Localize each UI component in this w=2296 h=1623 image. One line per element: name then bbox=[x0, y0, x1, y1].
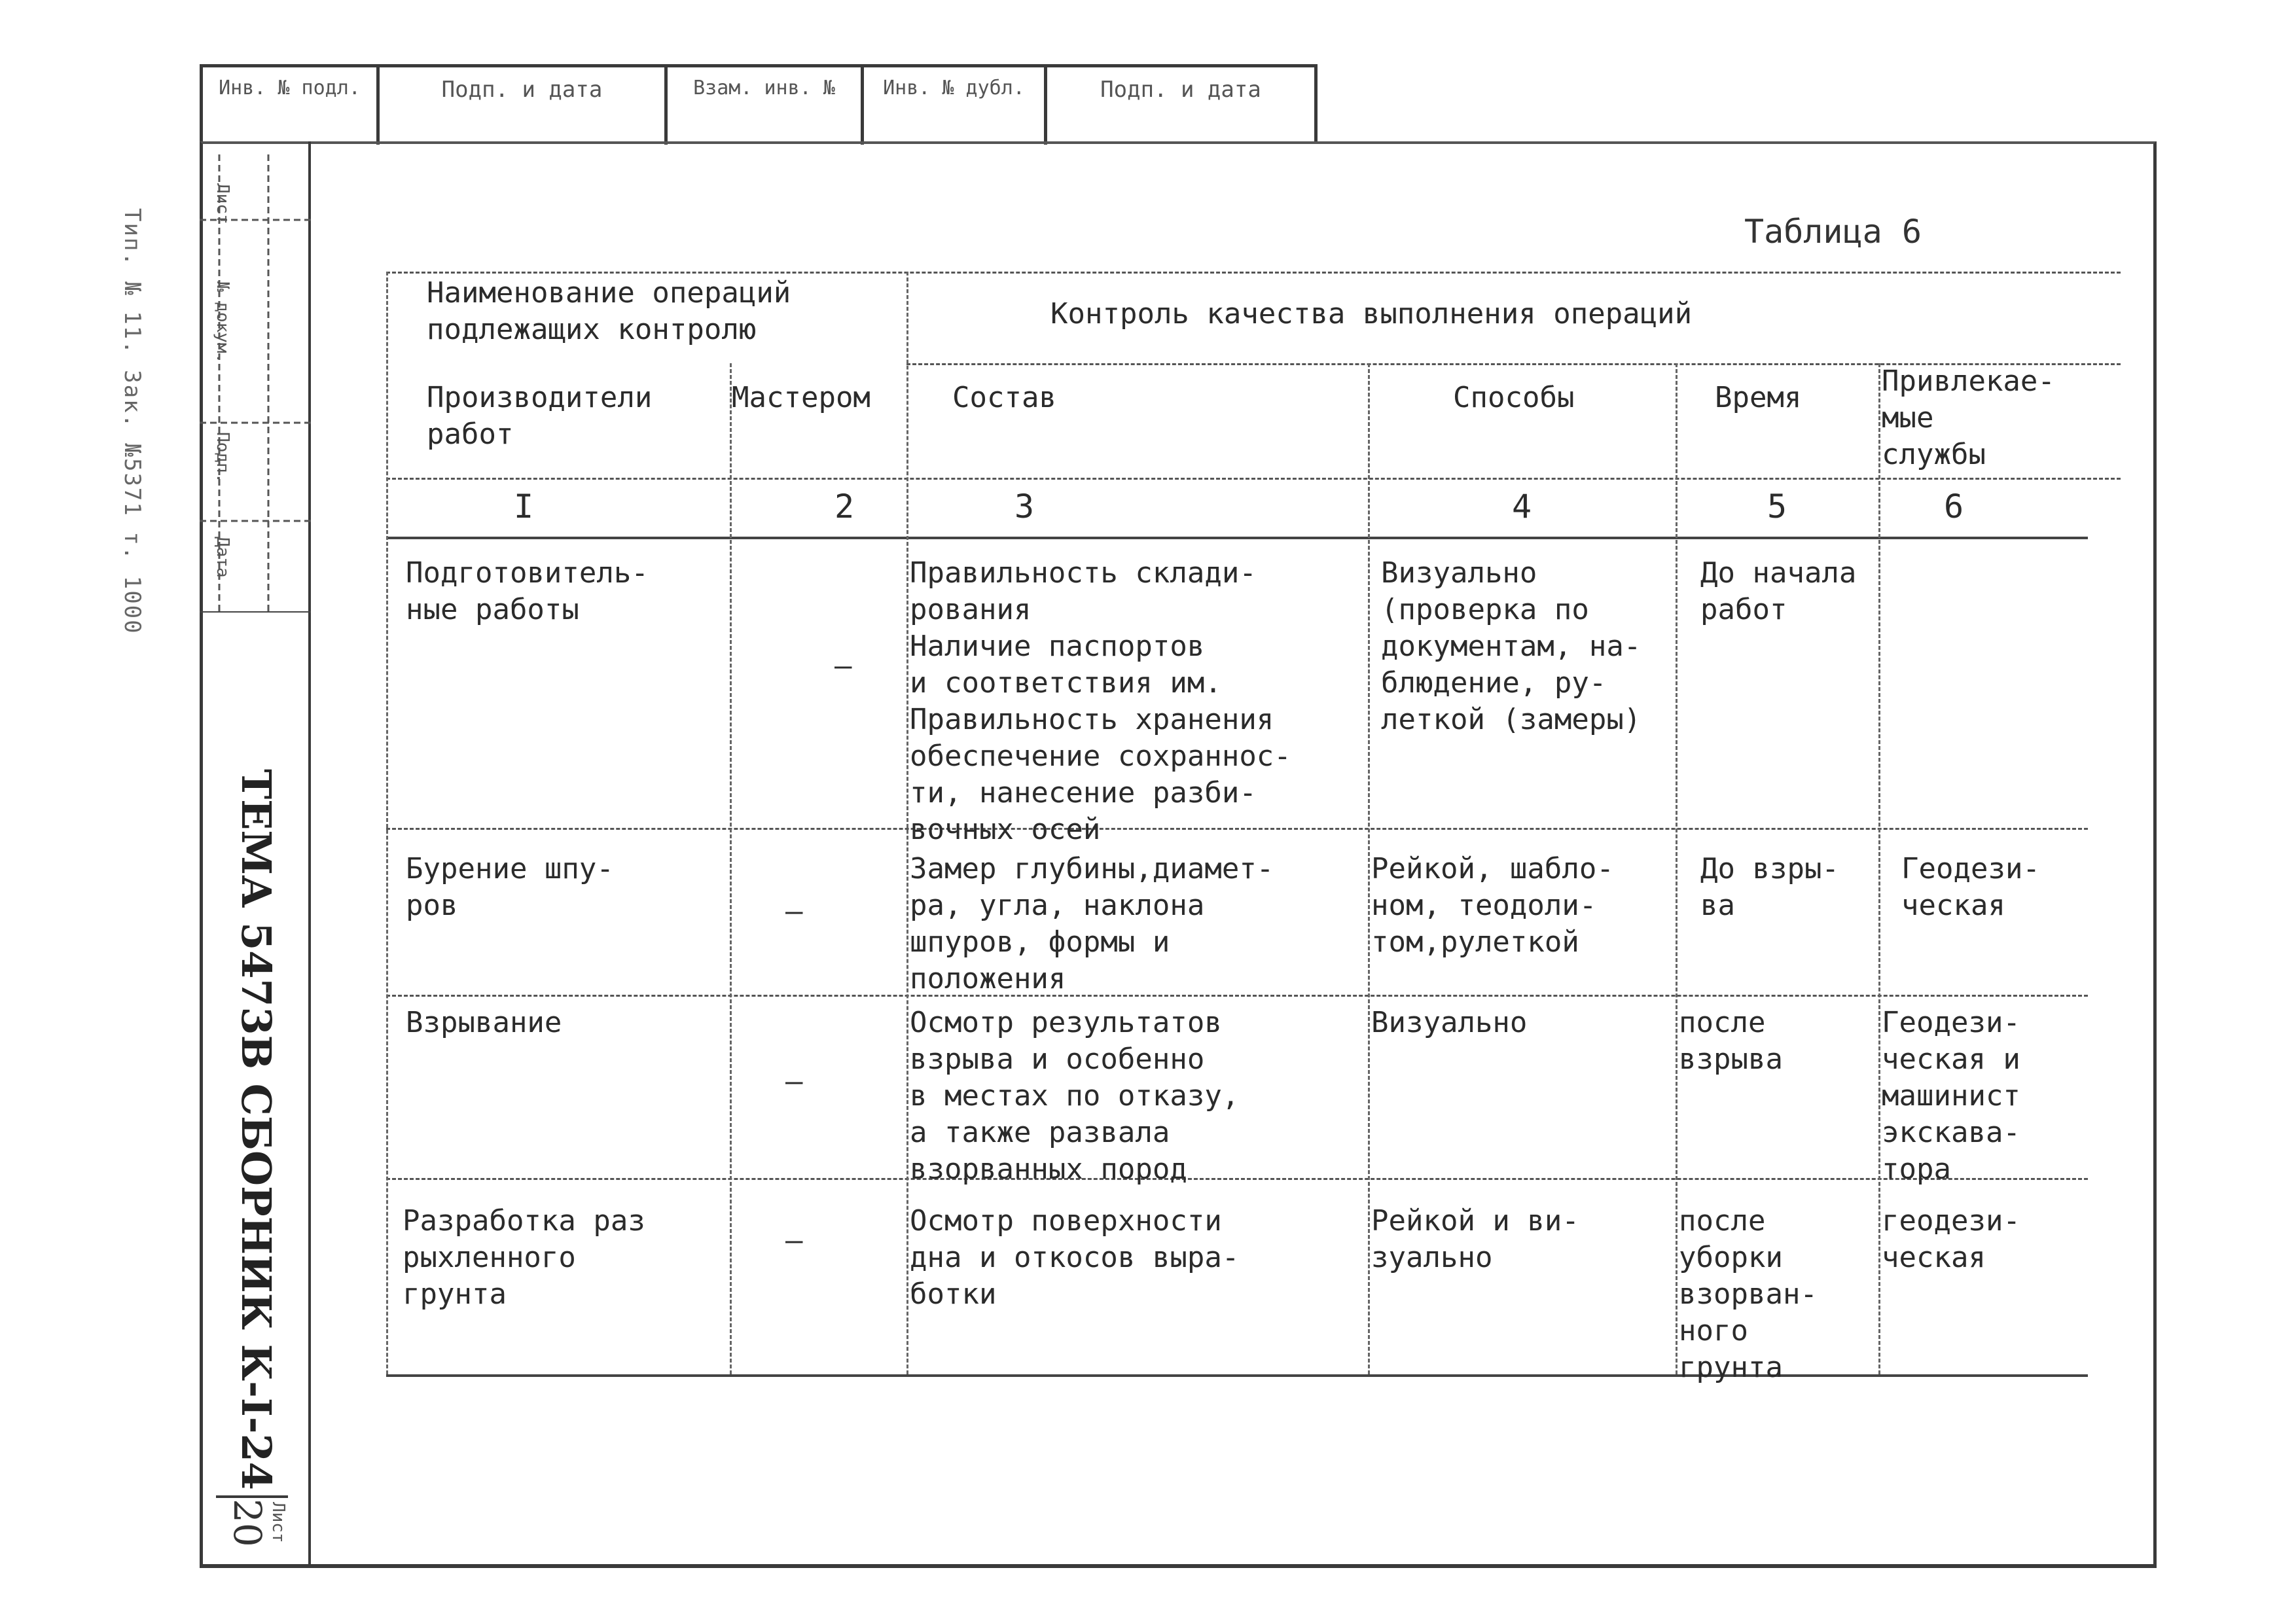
row4-time: после уборки взорван- ного грунта bbox=[1679, 1204, 1818, 1384]
row1-operation: Подготовитель- ные работы bbox=[406, 556, 649, 626]
row2-methods: Рейкой, шабло- ном, теодоли- том,рулеткой bbox=[1371, 852, 1614, 959]
row1-time: До начала работ bbox=[1700, 556, 1857, 626]
table-line-bottom bbox=[386, 1374, 2088, 1377]
row2-master: — bbox=[785, 895, 803, 928]
row1-master: — bbox=[834, 649, 852, 683]
stamp-cell-replace-inv: Взам. инв. № bbox=[668, 67, 864, 145]
col-number-1: I bbox=[513, 488, 534, 526]
col-number-2: 2 bbox=[834, 488, 855, 526]
stamp-strip bbox=[200, 64, 1318, 141]
sidebar-label-doc: № докум. bbox=[213, 281, 232, 364]
print-info-vertical: Тип. № 11. Зак. №5371 т. 1000 bbox=[119, 208, 145, 635]
table-line-numbers-bottom bbox=[386, 537, 2088, 539]
row3-methods: Визуально bbox=[1371, 1006, 1528, 1039]
sheet-number: 20 bbox=[225, 1499, 270, 1547]
row4-methods: Рейкой и ви- зуально bbox=[1371, 1204, 1579, 1274]
table-vline-0 bbox=[386, 272, 388, 1374]
table-title: Таблица 6 bbox=[1744, 213, 1922, 251]
sheet-label: Лист bbox=[268, 1502, 288, 1543]
row3-master: — bbox=[785, 1065, 803, 1098]
col-header-services: Привлекае- мые службы bbox=[1882, 365, 2055, 471]
col-header-composition: Состав bbox=[952, 381, 1056, 414]
col-header-time: Время bbox=[1715, 381, 1802, 414]
header-operations: Наименование операций подлежащих контролю bbox=[427, 276, 791, 346]
row4-services: геодези- ческая bbox=[1882, 1204, 2020, 1274]
row3-time: после взрыва bbox=[1679, 1006, 1783, 1076]
stamp-cell-sign-date-2: Подп. и дата bbox=[1100, 77, 1261, 103]
sidebar-label-sign: Подп. bbox=[213, 432, 232, 484]
row4-operation: Разработка раз рыхленного грунта bbox=[403, 1204, 645, 1311]
row3-operation: Взрывание bbox=[406, 1006, 562, 1039]
row2-services: Геодези- ческая bbox=[1901, 852, 2040, 922]
sidebar-label-sheet: Лист bbox=[213, 183, 232, 224]
row2-operation: Бурение шпу- ров bbox=[406, 852, 614, 922]
header-quality-control: Контроль качества выполнения операций bbox=[1050, 297, 1693, 330]
table-line-header-bottom bbox=[386, 478, 2121, 480]
row4-master: — bbox=[785, 1224, 803, 1257]
row1-composition: Правильность склади- рования Наличие паспортов и соответствия им. Правильность хранения обеспечение сохраннос- ти, нанесение разби- вочных осей bbox=[910, 556, 1291, 846]
col-header-methods: Способы bbox=[1453, 381, 1575, 414]
stamp-cell-inv-orig: Инв. № подл. bbox=[203, 67, 380, 145]
row1-methods: Визуально (проверка по документам, на- блюдение, ру- леткой (замеры) bbox=[1381, 556, 1641, 736]
sidebar-label-date: Дата bbox=[213, 537, 232, 578]
table-line-top bbox=[386, 272, 2121, 274]
row4-composition: Осмотр поверхности дна и откосов выра- ботки bbox=[910, 1204, 1240, 1311]
stamp-cell-inv-dup: Инв. № дубл. bbox=[864, 67, 1047, 145]
col-number-3: 3 bbox=[1014, 488, 1035, 526]
col-header-master: Мастером bbox=[732, 381, 870, 414]
row3-composition: Осмотр результатов взрыва и особенно в местах по отказу, а также развала взорванных пород bbox=[910, 1006, 1240, 1186]
table-vline-2 bbox=[906, 272, 908, 1374]
row3-services: Геодези- ческая и машинист экскава- тора bbox=[1882, 1006, 2020, 1186]
stamp-cell-sign-date: Подп. и дата bbox=[380, 67, 668, 145]
col-number-6: 6 bbox=[1943, 488, 1964, 526]
row2-composition: Замер глубины,диамет- ра, угла, наклона шпуров, формы и положения bbox=[910, 852, 1274, 995]
col-number-5: 5 bbox=[1767, 488, 1787, 526]
col-header-producers: Производители работ bbox=[427, 381, 653, 451]
tema-title-vertical: ТЕМА 5473В СБОРНИК К-I-24 bbox=[232, 769, 280, 1490]
table-vline-1 bbox=[730, 363, 732, 1374]
row2-time: До взры- ва bbox=[1700, 852, 1839, 922]
col-number-4: 4 bbox=[1511, 488, 1532, 526]
